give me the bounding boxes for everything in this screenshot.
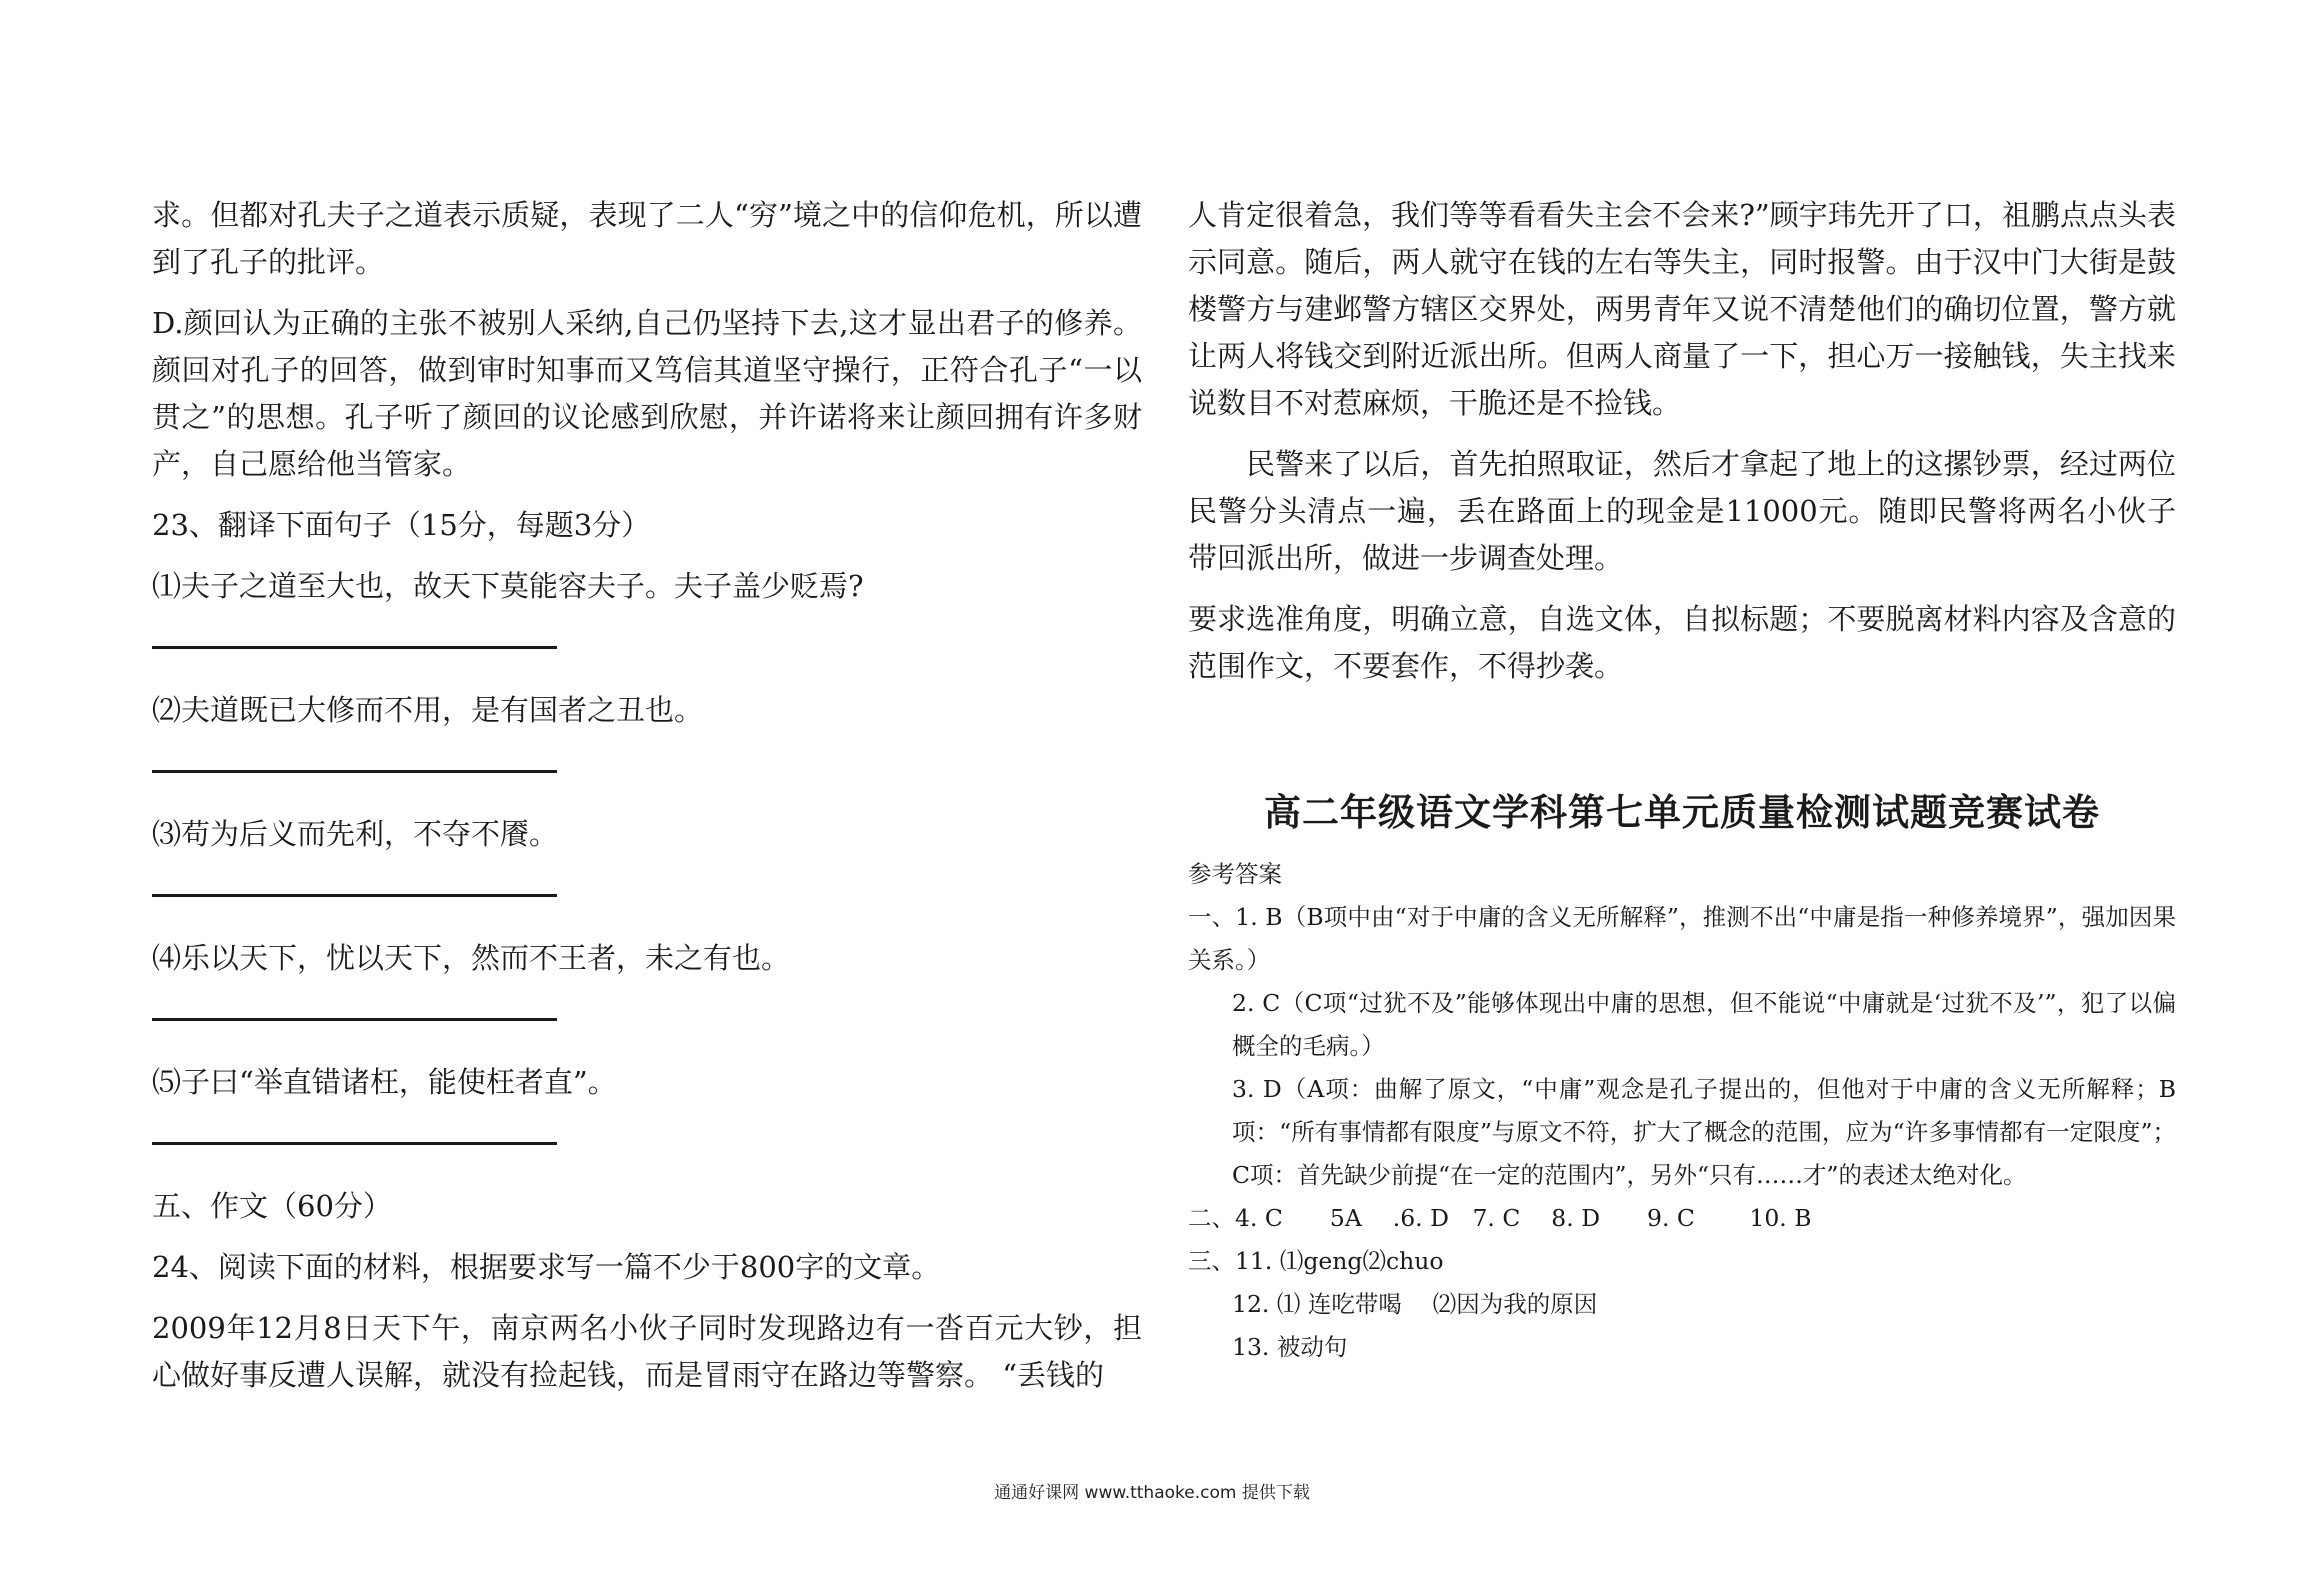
answer-line-1 [152, 646, 557, 649]
answer-key-title: 高二年级语文学科第七单元质量检测试题竞赛试卷 [1264, 791, 2100, 834]
answer-12: 12. ⑴ 连吃带喝 ⑵因为我的原因 [1232, 1290, 1598, 1318]
page-footer: 通通好课网 www.tthaoke.com 提供下载 [994, 1483, 1310, 1503]
left-column [152, 192, 1142, 1413]
answer-line-3 [152, 894, 557, 897]
answer-1: 一、1. B（B项中由“对于中庸的含义无所解释”，推测不出“中庸是指一种修养境界”，强加因果关系。） [1188, 903, 2176, 974]
answer-11: 三、11. ⑴geng⑵chuo [1188, 1247, 1444, 1275]
writing-requirements: 要求选准角度，明确立意，自选文体，自拟标题；不要脱离材料内容及含意的范围作文，不要套作，不得抄袭。 [1188, 602, 2176, 683]
question-24: 24、阅读下面的材料，根据要求写一篇不少于800字的文章。 [152, 1250, 941, 1284]
answer-c-tail: 求。但都对孔夫子之道表示质疑，表现了二人“穷”境之中的信仰危机，所以遭到了孔子的批评。 [152, 198, 1142, 279]
reference-answers-label: 参考答案 [1188, 860, 1282, 888]
sentence-2: ⑵夫道既已大修而不用，是有国者之丑也。 [152, 693, 704, 727]
answer-2: 2. C（C项“过犹不及”能够体现出中庸的思想，但不能说“中庸就是‘过犹不及’”，犯了以偏概全的毛病。） [1232, 989, 2176, 1060]
story-part-3: 民警来了以后，首先拍照取证，然后才拿起了地上的这摞钞票，经过两位民警分头清点一遍，丢在路面上的现金是11000元。随即民警将两名小伙子带回派出所，做进一步调查处理。 [1188, 447, 2176, 575]
story-part-1: 2009年12月8日天下午，南京两名小伙子同时发现路边有一沓百元大钞，担心做好事反遭人误解，就没有捡起钱，而是冒雨守在路边等警察。 “丢钱的 [152, 1311, 1142, 1392]
story-part-2: 人肯定很着急，我们等等看看失主会不会来?”顾宇玮先开了口，祖鹏点点头表示同意。随后，两人就守在钱的左右等失主，同时报警。由于汉中门大街是鼓楼警方与建邺警方辖区交界处，两男青年又说不清楚他们的确切位置，警方就让两人将钱交到附近派出所。但两人商量了一下，担心万一接触钱，失主找来说数目不对惹麻烦，干脆还是不捡钱。 [1188, 198, 2177, 420]
answer-13: 13. 被动句 [1232, 1333, 1348, 1361]
sentence-3: ⑶苟为后义而先利，不夺不餍。 [152, 817, 559, 851]
right-column [1188, 192, 2176, 1369]
answer-line-5 [152, 1142, 557, 1145]
section-5-heading: 五、作文（60分） [152, 1189, 392, 1223]
answer-3: 3. D（A项：曲解了原文，“中庸”观念是孔子提出的，但他对于中庸的含义无所解释；B项：“所有事情都有限度”与原文不符，扩大了概念的范围，应为“许多事情都有一定限度”； C项：首先缺少前提“在一定的范围内”，另外“只有……才”的表述太绝对化。 [1232, 1075, 2176, 1189]
answer-line-2 [152, 770, 557, 773]
sentence-5: ⑸子曰“举直错诸枉，能使枉者直”。 [152, 1065, 617, 1099]
answer-d: D.颜回认为正确的主张不被别人采纳,自己仍坚持下去,这才显出君子的修养。颜回对孔子的回答，做到审时知事而又笃信其道坚守操行，正符合孔子“一以贯之”的思想。孔子听了颜回的议论感到欣慰，并许诺将来让颜回拥有许多财产，自己愿给他当管家。 [152, 306, 1142, 481]
sentence-1: ⑴夫子之道至大也，故天下莫能容夫子。夫子盖少贬焉? [152, 569, 864, 603]
question-23: 23、翻译下面句子（15分，每题3分） [152, 508, 651, 542]
sentence-4: ⑷乐以天下，忧以天下，然而不王者，未之有也。 [152, 941, 791, 975]
answers-4-10: 二、4. C 5A .6. D 7. C 8. D 9. C 10. B [1188, 1204, 1812, 1232]
answer-line-4 [152, 1018, 557, 1021]
